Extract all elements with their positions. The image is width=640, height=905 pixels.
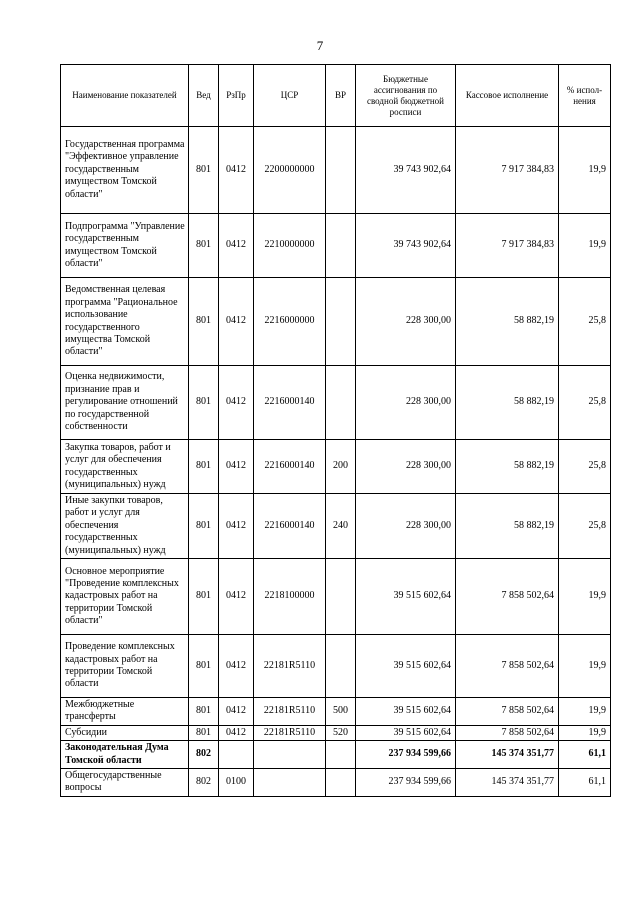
cell-cash: 7 858 502,64 <box>456 725 559 740</box>
table-row <box>61 366 611 440</box>
table-row <box>61 741 611 769</box>
cell-pct: 25,8 <box>559 366 611 440</box>
cell-name: Иные закупки товаров, работ и услуг для обеспечения государственных (муниципальных) нужд <box>61 494 189 559</box>
cell-vr <box>326 559 356 635</box>
cell-csr: 2210000000 <box>254 214 326 278</box>
cell-rzpr: 0412 <box>219 698 254 726</box>
cell-csr: 2216000140 <box>254 366 326 440</box>
header-assignments: Бюджетные ассигнования по сводной бюджетной росписи <box>356 65 456 127</box>
cell-cash: 145 374 351,77 <box>456 769 559 797</box>
cell-name: Межбюджетные трансферты <box>61 698 189 726</box>
cell-ved: 802 <box>189 741 219 769</box>
page-number: 7 <box>316 38 324 53</box>
cell-ved: 801 <box>189 366 219 440</box>
cell-name: Общегосударственные вопросы <box>61 769 189 797</box>
cell-ved: 802 <box>189 769 219 797</box>
cell-assign: 39 515 602,64 <box>356 559 456 635</box>
cell-cash: 7 858 502,64 <box>456 559 559 635</box>
cell-vr <box>326 127 356 214</box>
cell-name: Основное мероприятие "Проведение комплексных кадастровых работ на территории Томской области" <box>61 559 189 635</box>
cell-pct: 61,1 <box>559 769 611 797</box>
cell-name: Законодательная Дума Томской области <box>61 741 189 769</box>
cell-cash: 58 882,19 <box>456 440 559 494</box>
header-name: Наименование показателей <box>61 65 189 127</box>
cell-vr: 500 <box>326 698 356 726</box>
cell-pct: 19,9 <box>559 127 611 214</box>
cell-cash: 58 882,19 <box>456 494 559 559</box>
cell-vr <box>326 635 356 698</box>
cell-pct: 19,9 <box>559 559 611 635</box>
header-rzpr: РзПр <box>219 65 254 127</box>
header-csr: ЦСР <box>254 65 326 127</box>
cell-name: Подпрограмма "Управление государственным имуществом Томской области" <box>61 214 189 278</box>
cell-ved: 801 <box>189 278 219 366</box>
cell-rzpr: 0412 <box>219 635 254 698</box>
cell-csr: 2216000140 <box>254 494 326 559</box>
header-cash: Кассовое исполнение <box>456 65 559 127</box>
cell-csr: 22181R5110 <box>254 725 326 740</box>
table-row <box>61 494 611 559</box>
header-vr: ВР <box>326 65 356 127</box>
table-row <box>61 440 611 494</box>
cell-vr <box>326 214 356 278</box>
cell-pct: 25,8 <box>559 440 611 494</box>
cell-cash: 7 917 384,83 <box>456 127 559 214</box>
table-row <box>61 214 611 278</box>
table-header-row <box>61 65 611 127</box>
cell-rzpr: 0412 <box>219 559 254 635</box>
cell-vr <box>326 366 356 440</box>
cell-csr: 2216000000 <box>254 278 326 366</box>
cell-csr: 2200000000 <box>254 127 326 214</box>
cell-vr <box>326 278 356 366</box>
cell-csr: 22181R5110 <box>254 698 326 726</box>
table-row <box>61 698 611 726</box>
cell-assign: 39 515 602,64 <box>356 635 456 698</box>
cell-assign: 39 515 602,64 <box>356 725 456 740</box>
cell-rzpr: 0412 <box>219 278 254 366</box>
cell-rzpr: 0412 <box>219 214 254 278</box>
table-row <box>61 769 611 797</box>
cell-pct: 19,9 <box>559 698 611 726</box>
cell-pct: 25,8 <box>559 494 611 559</box>
cell-cash: 58 882,19 <box>456 278 559 366</box>
table-row <box>61 635 611 698</box>
cell-cash: 58 882,19 <box>456 366 559 440</box>
cell-rzpr: 0412 <box>219 494 254 559</box>
cell-rzpr: 0100 <box>219 769 254 797</box>
cell-pct: 19,9 <box>559 725 611 740</box>
cell-assign: 228 300,00 <box>356 366 456 440</box>
cell-ved: 801 <box>189 127 219 214</box>
cell-name: Субсидии <box>61 725 189 740</box>
cell-pct: 61,1 <box>559 741 611 769</box>
cell-name: Закупка товаров, работ и услуг для обеспечения государственных (муниципальных) нужд <box>61 440 189 494</box>
cell-csr <box>254 741 326 769</box>
table-row <box>61 559 611 635</box>
cell-rzpr: 0412 <box>219 440 254 494</box>
cell-name: Оценка недвижимости, признание прав и регулирование отношений по государственной собственности <box>61 366 189 440</box>
cell-assign: 237 934 599,66 <box>356 769 456 797</box>
cell-pct: 19,9 <box>559 635 611 698</box>
cell-assign: 39 743 902,64 <box>356 214 456 278</box>
cell-cash: 7 858 502,64 <box>456 698 559 726</box>
cell-vr: 240 <box>326 494 356 559</box>
cell-rzpr: 0412 <box>219 366 254 440</box>
cell-ved: 801 <box>189 635 219 698</box>
cell-pct: 25,8 <box>559 278 611 366</box>
cell-assign: 237 934 599,66 <box>356 741 456 769</box>
cell-csr <box>254 769 326 797</box>
cell-cash: 7 917 384,83 <box>456 214 559 278</box>
cell-ved: 801 <box>189 440 219 494</box>
cell-vr: 200 <box>326 440 356 494</box>
table-row <box>61 725 611 740</box>
cell-rzpr: 0412 <box>219 127 254 214</box>
cell-rzpr: 0412 <box>219 725 254 740</box>
table-row <box>61 278 611 366</box>
cell-csr: 22181R5110 <box>254 635 326 698</box>
cell-vr: 520 <box>326 725 356 740</box>
cell-cash: 7 858 502,64 <box>456 635 559 698</box>
cell-vr <box>326 741 356 769</box>
cell-csr: 2216000140 <box>254 440 326 494</box>
cell-name: Государственная программа "Эффективное управление государственным имуществом Томской области" <box>61 127 189 214</box>
cell-csr: 2218100000 <box>254 559 326 635</box>
cell-vr <box>326 769 356 797</box>
cell-assign: 228 300,00 <box>356 440 456 494</box>
cell-ved: 801 <box>189 725 219 740</box>
cell-name: Ведомственная целевая программа "Рациональное использование государственного имущества Томской области" <box>61 278 189 366</box>
cell-assign: 39 515 602,64 <box>356 698 456 726</box>
cell-assign: 228 300,00 <box>356 494 456 559</box>
cell-name: Проведение комплексных кадастровых работ на территории Томской области <box>61 635 189 698</box>
cell-rzpr <box>219 741 254 769</box>
budget-table <box>60 64 611 797</box>
cell-cash: 145 374 351,77 <box>456 741 559 769</box>
cell-assign: 228 300,00 <box>356 278 456 366</box>
cell-ved: 801 <box>189 698 219 726</box>
cell-ved: 801 <box>189 494 219 559</box>
cell-ved: 801 <box>189 559 219 635</box>
cell-ved: 801 <box>189 214 219 278</box>
cell-pct: 19,9 <box>559 214 611 278</box>
table-row <box>61 127 611 214</box>
header-percent: % испол-нения <box>559 65 611 127</box>
header-ved: Вед <box>189 65 219 127</box>
cell-assign: 39 743 902,64 <box>356 127 456 214</box>
